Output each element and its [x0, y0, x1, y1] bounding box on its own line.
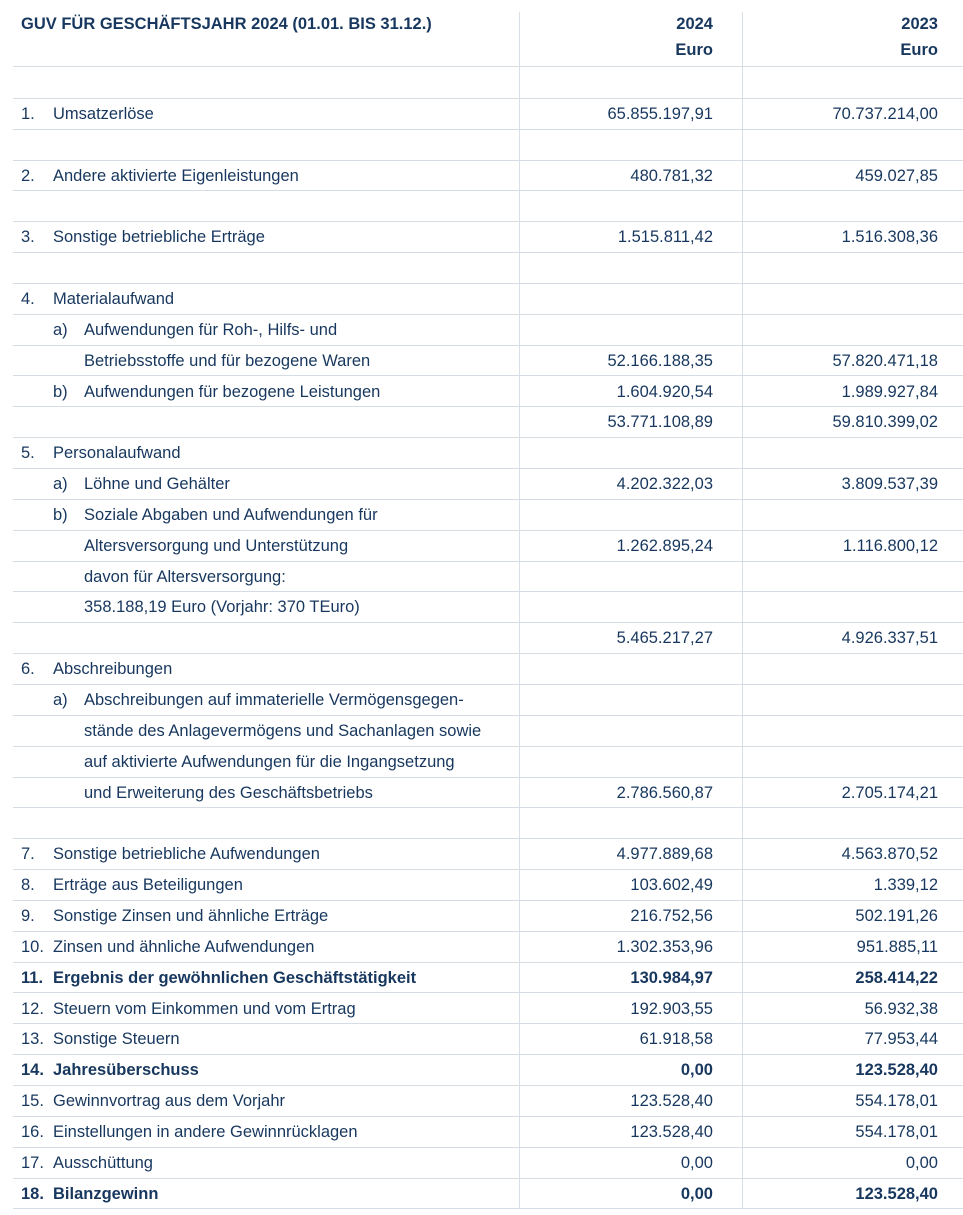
row-label: Steuern vom Einkommen und vom Ertrag	[53, 999, 356, 1018]
row-number: 2.	[21, 166, 35, 185]
page-title: GUV FÜR GESCHÄFTSJAHR 2024 (01.01. BIS 31.12.)	[21, 15, 432, 33]
table-row	[13, 622, 963, 654]
table-row	[13, 406, 963, 438]
value-2023: 502.191,26	[855, 906, 938, 925]
value-2023: 57.820.471,18	[832, 351, 938, 370]
table-row	[13, 530, 963, 562]
table-row	[13, 1116, 963, 1148]
table-row	[13, 591, 963, 623]
row-label: Sonstige Steuern	[53, 1030, 180, 1049]
value-2024: 1.515.811,42	[617, 228, 713, 247]
row-label: stände des Anlagevermögens und Sachanlagen sowie	[84, 721, 482, 740]
row-label: auf aktivierte Aufwendungen für die Ingangsetzung	[84, 752, 455, 771]
value-2024: 65.855.197,91	[607, 104, 713, 123]
table-row	[13, 869, 963, 901]
table-row	[13, 838, 963, 870]
column-header-year-2024: 2024	[676, 15, 713, 33]
row-number: 14.	[21, 1061, 44, 1080]
row-label: Aufwendungen für Roh-, Hilfs- und	[84, 320, 338, 339]
row-label: Sonstige Zinsen und ähnliche Erträge	[53, 906, 329, 925]
row-label: Löhne und Gehälter	[84, 475, 230, 494]
table-row	[13, 1085, 963, 1117]
value-2024: 61.918,58	[639, 1030, 713, 1049]
value-2024: 1.604.920,54	[616, 382, 713, 401]
table-row	[13, 98, 963, 130]
table-row	[13, 468, 963, 500]
row-label: Betriebsstoffe und für bezogene Waren	[84, 351, 371, 370]
table-row	[13, 252, 963, 284]
column-header-year-2023: 2023	[901, 15, 938, 33]
value-2023: 77.953,44	[864, 1030, 938, 1049]
value-2023: 3.809.537,39	[841, 475, 938, 494]
row-label: Bilanzgewinn	[53, 1184, 159, 1203]
row-label: Personalaufwand	[53, 444, 181, 463]
row-label: Jahresüberschuss	[53, 1061, 199, 1080]
value-2024: 216.752,56	[630, 906, 713, 925]
row-number: 1.	[21, 104, 35, 123]
row-label: Einstellungen in andere Gewinnrücklagen	[53, 1122, 358, 1141]
table-row	[13, 1023, 963, 1055]
value-2024: 123.528,40	[630, 1122, 713, 1141]
table-row	[13, 190, 963, 222]
value-2023: 554.178,01	[855, 1122, 938, 1141]
table-row	[13, 437, 963, 469]
value-2024: 0,00	[680, 1153, 713, 1172]
row-number: a)	[53, 320, 68, 339]
row-number: 3.	[21, 228, 35, 247]
table-row	[13, 67, 963, 99]
value-2024: 0,00	[680, 1061, 713, 1080]
table-row	[13, 962, 963, 994]
table-row	[13, 499, 963, 531]
row-label: Abschreibungen	[53, 660, 173, 679]
value-2023: 1.116.800,12	[842, 536, 938, 555]
value-2023: 4.563.870,52	[841, 845, 938, 864]
value-2024: 123.528,40	[630, 1092, 713, 1111]
row-label: davon für Altersversorgung:	[84, 567, 286, 586]
value-2023: 2.705.174,21	[841, 783, 938, 802]
table-row	[13, 1178, 963, 1210]
row-label: und Erweiterung des Geschäftsbetriebs	[84, 783, 373, 802]
value-2024: 2.786.560,87	[616, 783, 713, 802]
row-number: b)	[53, 505, 68, 524]
value-2024: 5.465.217,27	[616, 629, 713, 648]
row-label: Materialaufwand	[53, 289, 175, 308]
row-label: Sonstige betriebliche Aufwendungen	[53, 845, 320, 864]
table-row	[13, 1054, 963, 1086]
row-number: a)	[53, 475, 68, 494]
table-row	[13, 129, 963, 161]
row-label: Aufwendungen für bezogene Leistungen	[84, 382, 381, 401]
table-row	[13, 345, 963, 377]
table-row	[13, 314, 963, 346]
row-label: Altersversorgung und Unterstützung	[84, 536, 349, 555]
table-row	[13, 283, 963, 315]
table-row	[13, 993, 963, 1025]
row-number: 16.	[21, 1122, 44, 1141]
value-2024: 53.771.108,89	[607, 413, 713, 432]
row-label: Abschreibungen auf immaterielle Vermögensgegen-	[84, 691, 464, 709]
row-label: Gewinnvortrag aus dem Vorjahr	[53, 1092, 286, 1111]
value-2024: 4.202.322,03	[616, 475, 713, 494]
value-2023: 70.737.214,00	[832, 104, 938, 123]
value-2024: 4.977.889,68	[616, 845, 713, 864]
value-2023: 0,00	[905, 1153, 938, 1172]
value-2023: 258.414,22	[855, 968, 938, 987]
table-row	[13, 160, 963, 192]
table-row	[13, 746, 963, 778]
row-number: 12.	[21, 999, 44, 1018]
table-header	[13, 0, 963, 67]
table-row	[13, 1147, 963, 1179]
row-number: 10.	[21, 937, 44, 956]
table-row	[13, 561, 963, 593]
value-2023: 554.178,01	[855, 1092, 938, 1111]
table-row	[13, 684, 963, 716]
value-2024: 1.262.895,24	[616, 536, 713, 555]
value-2023: 951.885,11	[856, 937, 938, 956]
value-2024: 52.166.188,35	[607, 351, 713, 370]
row-label: Sonstige betriebliche Erträge	[53, 228, 265, 247]
table-row	[13, 931, 963, 963]
value-2023: 123.528,40	[855, 1061, 938, 1080]
row-number: 15.	[21, 1092, 44, 1111]
value-2024: 192.903,55	[630, 999, 713, 1018]
value-2023: 1.516.308,36	[841, 228, 938, 247]
value-2024: 0,00	[680, 1184, 713, 1203]
value-2023: 4.926.337,51	[841, 629, 938, 648]
row-number: 7.	[21, 845, 35, 864]
row-number: 4.	[21, 289, 35, 308]
row-number: b)	[53, 382, 68, 401]
value-2024: 1.302.353,96	[616, 937, 713, 956]
value-2024: 130.984,97	[630, 968, 713, 987]
value-2024: 480.781,32	[630, 166, 713, 185]
value-2023: 59.810.399,02	[832, 413, 938, 432]
value-2023: 1.989.927,84	[841, 382, 938, 401]
value-2023: 1.339,12	[873, 876, 938, 895]
row-label: Ausschüttung	[53, 1153, 153, 1172]
table-row	[13, 715, 963, 747]
row-label: 358.188,19 Euro (Vorjahr: 370 TEuro)	[84, 598, 360, 617]
row-label: Ergebnis der gewöhnlichen Geschäftstätigkeit	[53, 968, 417, 987]
table-row	[13, 807, 963, 839]
table-row	[13, 376, 963, 408]
row-label: Zinsen und ähnliche Aufwendungen	[53, 937, 315, 956]
table-row	[13, 653, 963, 685]
value-2023: 123.528,40	[855, 1184, 938, 1203]
row-label: Erträge aus Beteiligungen	[53, 876, 243, 895]
row-label: Umsatzerlöse	[53, 104, 154, 123]
row-number: 5.	[21, 444, 35, 463]
row-label: Andere aktivierte Eigenleistungen	[53, 166, 299, 185]
table-row	[13, 777, 963, 809]
row-number: 13.	[21, 1030, 44, 1049]
table-row	[13, 900, 963, 932]
value-2023: 459.027,85	[855, 166, 938, 185]
row-label: Soziale Abgaben und Aufwendungen für	[84, 505, 378, 524]
row-number: 8.	[21, 876, 35, 895]
row-number: a)	[53, 691, 68, 709]
table-row	[13, 221, 963, 253]
row-number: 9.	[21, 906, 35, 925]
row-number: 11.	[21, 968, 44, 987]
value-2024: 103.602,49	[630, 876, 713, 895]
row-number: 17.	[21, 1153, 44, 1172]
value-2023: 56.932,38	[864, 999, 938, 1018]
row-number: 6.	[21, 660, 35, 679]
column-header-unit-2024: Euro	[675, 41, 713, 59]
column-header-unit-2023: Euro	[900, 41, 938, 59]
row-number: 18.	[21, 1184, 44, 1203]
